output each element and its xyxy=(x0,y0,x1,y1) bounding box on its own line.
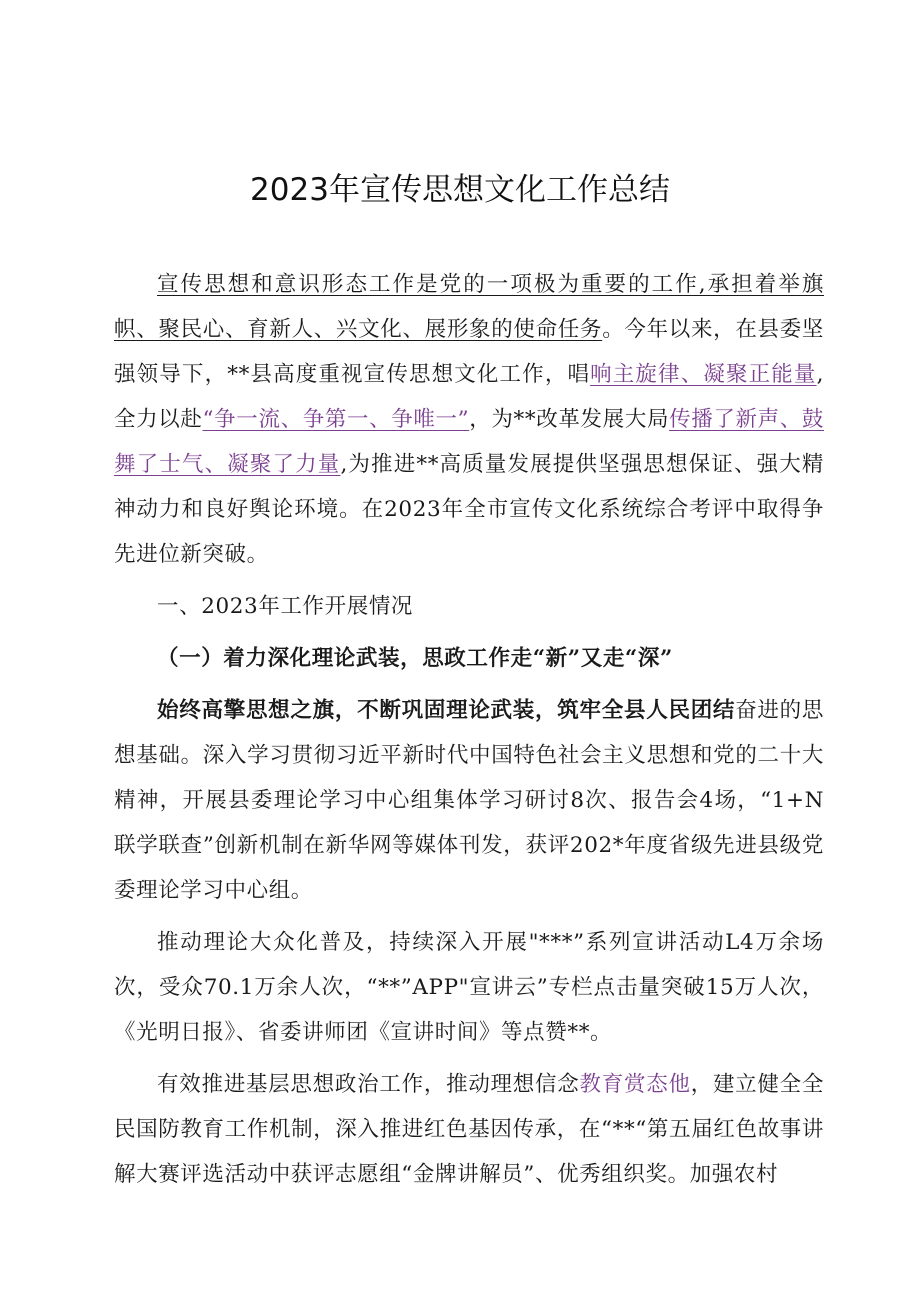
intro-paragraph: 宣传思想和意识形态工作是党的一项极为重要的工作,承担着举旗帜、聚民心、育新人、兴文化、展形象的使命任务。今年以来，在县委坚强领导下，**县高度重视宣传思想文化工作，唱响主旋律、凝聚正能量,全力以赴“争一流、争第一、争唯一”，为**改革发展大局传播了新声、鼓舞了士气、凝聚了力量,为推进**高质量发展提供坚强思想保证、强大精神动力和良好舆论环境。在2023年全市宣传文化系统综合考评中取得争先进位新突破。 xyxy=(114,272,824,567)
section-heading: 一、2023年工作开展情况 xyxy=(157,594,414,619)
document-body xyxy=(114,262,824,1197)
underlined-sentence: 宣传思想和意识形态工作是党的一项极为重要的工作,承担着举旗帜、聚民心、育新人、兴文化、展形象的使命任务 xyxy=(114,272,824,342)
bold-lead: 始终高擎思想之旗，不断巩固理论武装，筑牢全县人民团结 xyxy=(157,698,736,723)
theory-paragraph: 始终高擎思想之旗，不断巩固理论武装，筑牢全县人民团结奋进的思想基础。深入学习贯彻习近平新时代中国特色社会主义思想和党的二十大精神，开展县委理论学习中心组集体学习研讨8次、报告会4场，“1+N联学联查”创新机制在新华网等媒体刊发，获评202*年度省级先进县级党委理论学习中心组。 xyxy=(114,698,825,903)
purple-underlined-phrase-2: 传播了新声、鼓舞了士气、凝聚了力量 xyxy=(114,407,824,477)
outreach-paragraph: 推动理论大众化普及，持续深入开展"***”系列宣讲活动L4万余场次，受众70.1万余人次，“**”APP"宣讲云”专栏点击量突破15万人次，《光明日报》、省委讲师团《宣讲时间》等点赞**。 xyxy=(114,930,824,1045)
purple-underlined-phrase: 响主旋律、凝聚正能量 xyxy=(590,362,817,387)
purple-phrase: 教育赏态他 xyxy=(579,1072,691,1097)
purple-underlined-slogan: “争一流、争第一、争唯一” xyxy=(202,407,470,432)
grassroots-paragraph: 有效推进基层思想政治工作，推动理想信念教育赏态他，建立健全全民国防教育工作机制，深入推进红色基因传承，在“**“第五届红色故事讲解大赛评选活动中获评志愿组“金牌讲解员”、优秀组织奖。加强农村 xyxy=(114,1072,824,1187)
document-title: 2023年宣传思想文化工作总结 xyxy=(250,172,670,208)
subsection-heading: （一）着力深化理论武装，思政工作走“新”又走“深” xyxy=(157,646,673,671)
